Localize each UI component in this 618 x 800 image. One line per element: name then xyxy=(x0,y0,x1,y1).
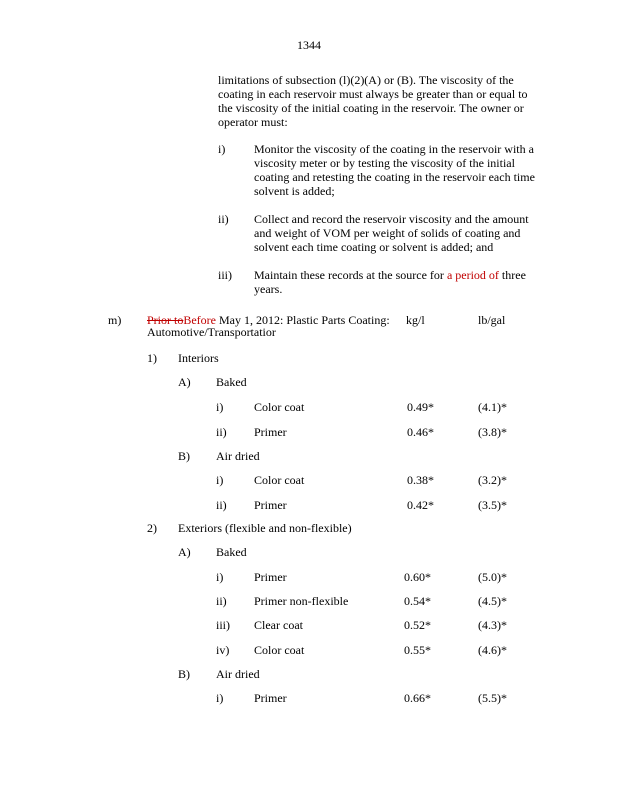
row-kg-value: 0.55* xyxy=(404,643,431,657)
subgroup-name: Baked xyxy=(216,375,247,389)
row-lb-value: (3.2)* xyxy=(478,473,507,487)
row-number: ii) xyxy=(216,425,227,439)
row-number: i) xyxy=(216,570,224,584)
subgroup-label: A) xyxy=(178,545,191,559)
row-lb-value: (3.5)* xyxy=(478,498,507,512)
row-lb-value: (4.6)* xyxy=(478,643,507,657)
subgroup-name: Baked xyxy=(216,545,247,559)
subgroup-name: Air dried xyxy=(216,667,260,681)
page-number: 1344 xyxy=(297,38,321,52)
row-lb-value: (4.1)* xyxy=(478,400,507,414)
row-kg-value: 0.42* xyxy=(407,498,434,512)
row-kg-value: 0.66* xyxy=(404,691,431,705)
item-text-part: three years. xyxy=(254,268,526,296)
row-name: Primer xyxy=(254,425,287,439)
inserted-text: a period of xyxy=(446,268,499,282)
row-name: Color coat xyxy=(254,473,305,487)
row-kg-value: 0.52* xyxy=(404,618,431,632)
row-kg-value: 0.54* xyxy=(404,594,431,608)
row-lb-value: (4.3)* xyxy=(478,618,507,632)
group-label: 1) xyxy=(147,351,157,365)
subgroup-label: B) xyxy=(178,667,190,681)
intro-paragraph: limitations of subsection (l)(2)(A) or (B). The viscosity of the coating in each reservoir must always be greater than or equal to the viscosity of the initial coating in the reservoir. The owner or operator must: xyxy=(218,73,528,129)
row-name: Primer xyxy=(254,498,287,512)
subgroup-name: Air dried xyxy=(216,449,260,463)
subgroup-label: B) xyxy=(178,449,190,463)
item-number: i) xyxy=(218,142,226,156)
group-label: 2) xyxy=(147,521,157,535)
section-title-line2: Automotive/Transportatior xyxy=(147,325,276,339)
row-name: Color coat xyxy=(254,400,305,414)
item-text: Collect and record the reservoir viscosity and the amount and weight of VOM per weight of solids of coating and solvent each time coating or solvent is added; and xyxy=(254,212,529,254)
row-lb-value: (5.0)* xyxy=(478,570,507,584)
row-name: Primer non-flexible xyxy=(254,594,349,608)
inserted-text: Before xyxy=(183,313,216,327)
row-kg-value: 0.60* xyxy=(404,570,431,584)
row-number: ii) xyxy=(216,498,227,512)
column-header-kg: kg/l xyxy=(406,313,425,327)
row-number: i) xyxy=(216,473,224,487)
item-number: iii) xyxy=(218,268,232,282)
section-title-text: May 1, 2012: Plastic Parts Coating: xyxy=(216,313,390,327)
row-number: i) xyxy=(216,400,224,414)
item-text: Monitor the viscosity of the coating in the reservoir with a viscosity meter or by testing the viscosity of the initial coating and retesting the coating in the reservoir each time solvent is added; xyxy=(254,142,535,198)
item-text-part: Maintain these records at the source for xyxy=(254,268,447,282)
row-kg-value: 0.38* xyxy=(407,473,434,487)
item-number: ii) xyxy=(218,212,229,226)
section-label: m) xyxy=(108,313,122,327)
column-header-lb: lb/gal xyxy=(478,313,506,327)
subgroup-label: A) xyxy=(178,375,191,389)
row-kg-value: 0.46* xyxy=(407,425,434,439)
item-text xyxy=(254,268,542,296)
row-lb-value: (4.5)* xyxy=(478,594,507,608)
row-name: Color coat xyxy=(254,643,305,657)
row-kg-value: 0.49* xyxy=(407,400,434,414)
row-lb-value: (5.5)* xyxy=(478,691,507,705)
row-name: Clear coat xyxy=(254,618,303,632)
group-name: Interiors xyxy=(178,351,219,365)
row-number: ii) xyxy=(216,594,227,608)
row-name: Primer xyxy=(254,691,287,705)
group-name: Exteriors (flexible and non-flexible) xyxy=(178,521,352,535)
row-number: iii) xyxy=(216,618,230,632)
row-lb-value: (3.8)* xyxy=(478,425,507,439)
row-number: i) xyxy=(216,691,224,705)
deleted-text: Prior to xyxy=(147,313,184,327)
row-number: iv) xyxy=(216,643,230,657)
row-name: Primer xyxy=(254,570,287,584)
